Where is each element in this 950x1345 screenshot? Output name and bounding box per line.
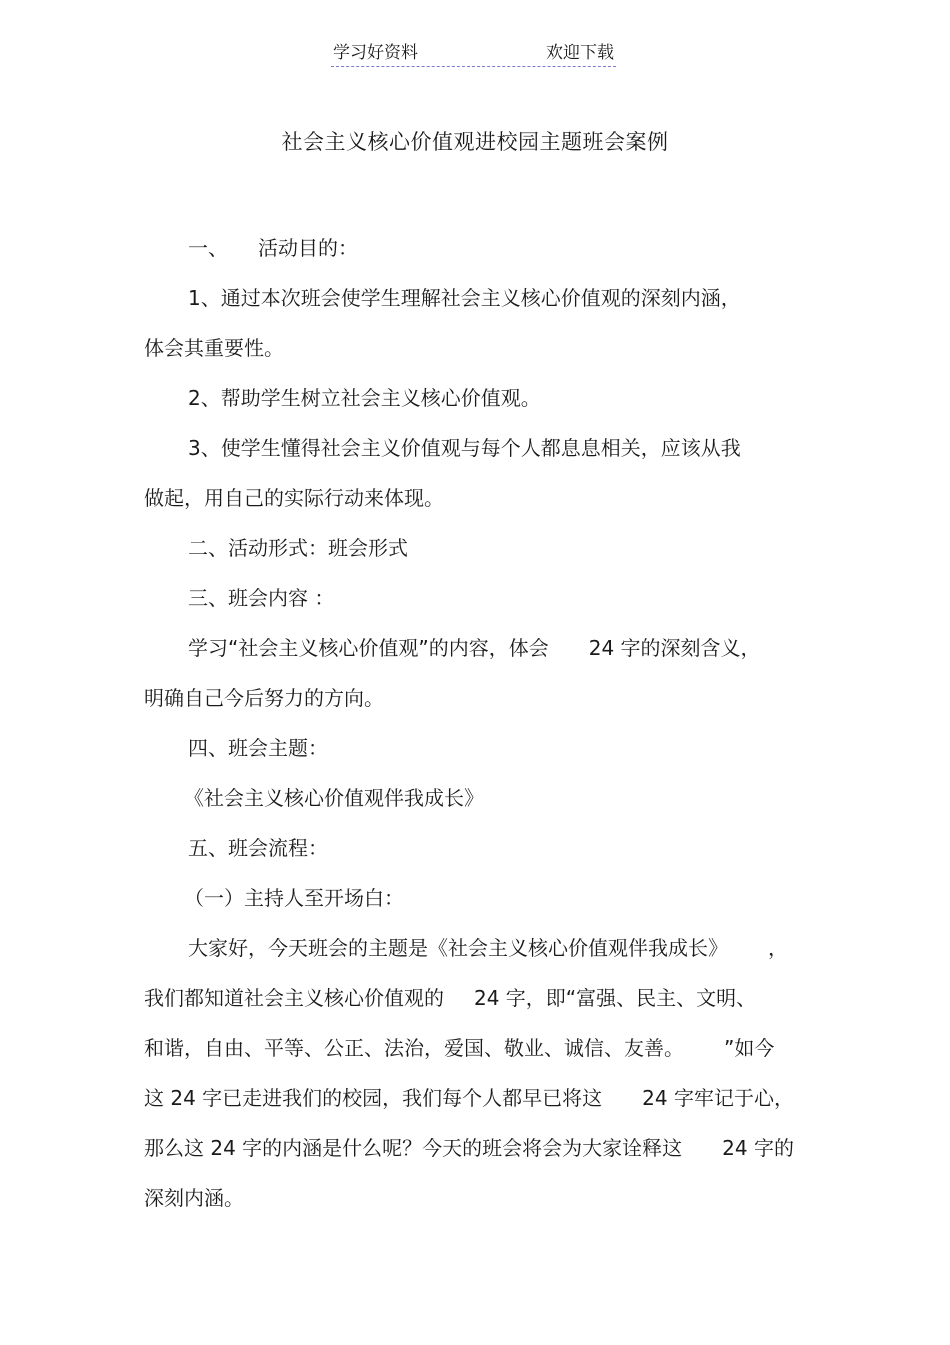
page-header — [331, 42, 616, 67]
section-number: 一、 — [188, 236, 228, 260]
paragraph-line — [144, 973, 809, 1023]
text-segment: 24 字的深刻含义， — [588, 636, 761, 660]
paragraph-line — [144, 1073, 809, 1123]
paragraph-line: 做起，用自己的实际行动来体现。 — [144, 486, 444, 510]
text-segment: 我们都知道社会主义核心价值观的 — [144, 986, 444, 1010]
section-heading-purpose — [144, 223, 809, 273]
subsection-heading: （一）主持人至开场白： — [184, 886, 404, 910]
document-body — [144, 223, 809, 1223]
header-left-text: 学习好资料 — [333, 43, 418, 63]
text-segment: 24 字牢记于心， — [642, 1086, 794, 1110]
text-segment: 学习“社会主义核心价值观”的内容，体会 — [188, 636, 549, 660]
paragraph-line: 深刻内涵。 — [144, 1186, 244, 1210]
paragraph-line: 3、使学生懂得社会主义价值观与每个人都息息相关，应该从我 — [188, 436, 741, 460]
paragraph-line: 1、通过本次班会使学生理解社会主义核心价值观的深刻内涵， — [188, 286, 741, 310]
paragraph-line: 明确自己今后努力的方向。 — [144, 686, 384, 710]
text-segment: 那么这 24 字的内涵是什么呢？今天的班会将会为大家诠释这 — [144, 1136, 683, 1160]
section-label: 活动目的： — [258, 236, 358, 260]
paragraph-line — [144, 923, 809, 973]
document-title: 社会主义核心价值观进校园主题班会案例 — [281, 130, 669, 154]
text-segment: 这 24 字已走进我们的校园，我们每个人都早已将这 — [144, 1086, 603, 1110]
paragraph-line — [144, 1123, 809, 1173]
text-segment: ”如今 — [724, 1036, 775, 1060]
paragraph-line — [144, 623, 809, 673]
text-segment: 大家好，今天班会的主题是《社会主义核心价值观伴我成长》 — [188, 936, 728, 960]
section-heading-format: 二、活动形式：班会形式 — [188, 536, 408, 560]
section-heading-theme: 四、班会主题： — [188, 736, 328, 760]
text-segment: ， — [768, 936, 788, 960]
header-right-text: 欢迎下载 — [546, 43, 614, 63]
text-segment: 24 字，即“富强、民主、文明、 — [474, 986, 757, 1010]
text-segment: 24 字的 — [722, 1136, 794, 1160]
paragraph-line: 2、帮助学生树立社会主义核心价值观。 — [188, 386, 541, 410]
theme-title: 《社会主义核心价值观伴我成长》 — [184, 786, 484, 810]
section-heading-content: 三、班会内容 ： — [188, 586, 335, 610]
text-segment: 和谐，自由、平等、公正、法治，爱国、敬业、诚信、友善。 — [144, 1036, 684, 1060]
paragraph-line: 体会其重要性。 — [144, 336, 284, 360]
paragraph-line — [144, 1023, 809, 1073]
section-heading-process: 五、班会流程： — [188, 836, 328, 860]
